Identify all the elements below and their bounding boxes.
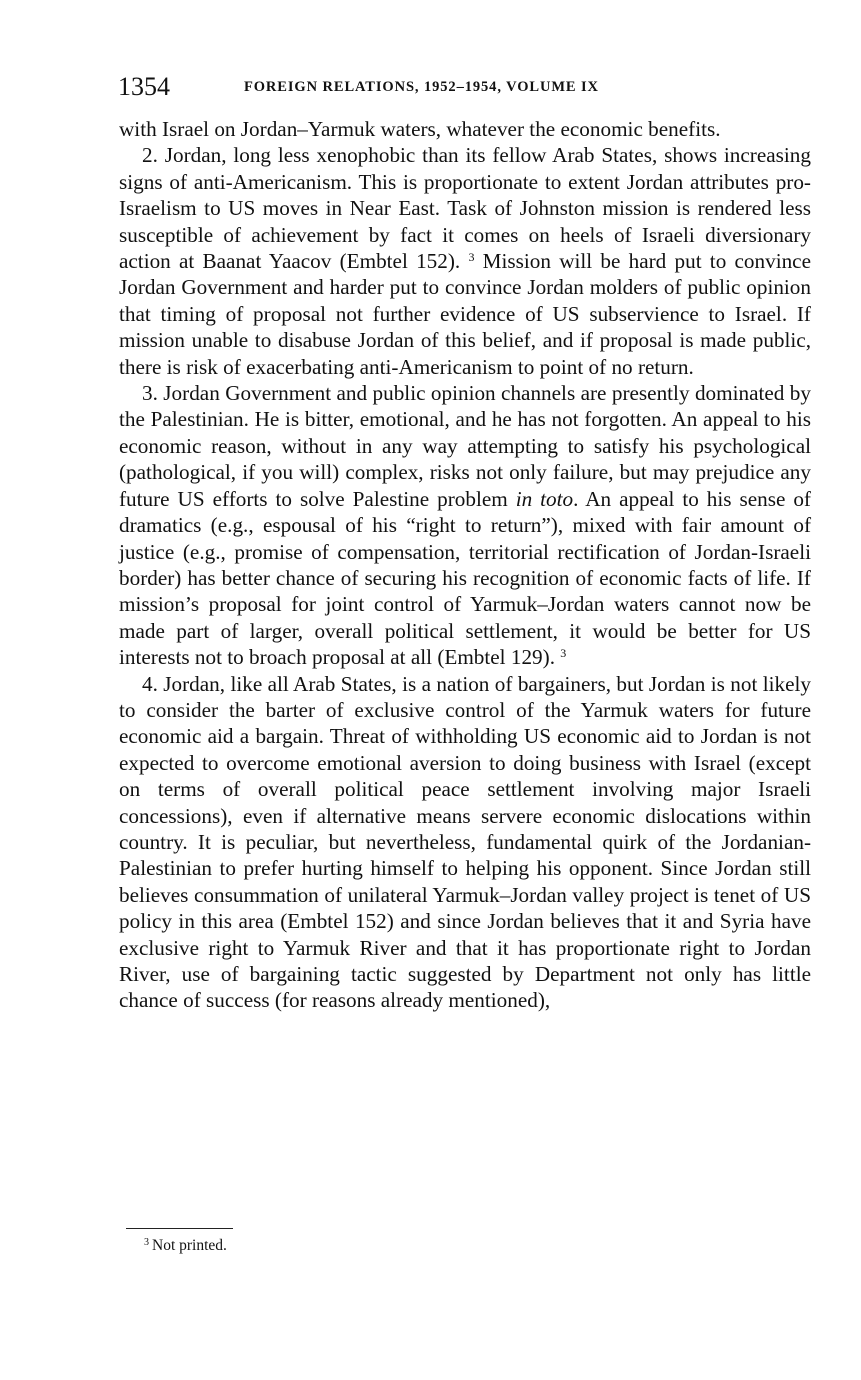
paragraph-3-italic: in toto — [515, 486, 574, 511]
paragraph-3 — [119, 380, 811, 670]
footnote-text: Not printed. — [152, 1237, 227, 1254]
body-text — [119, 116, 811, 1014]
paragraph-3-text-b: . An appeal to his sense of dramatics (e.g., espousal of his “right to return”), mixed with fair amount of justice (e.g., promise of compensation, territorial rectification of Jordan-Israeli border) has better chance of securing his recognition of economic facts of life. If mission’s proposal for joint control of Yarmuk–Jordan waters cannot now be made part of larger, overall political settlement, it would be better for US interests not to broach proposal at all (Embtel 129). — [119, 486, 811, 670]
paragraph-4: 4. Jordan, like all Arab States, is a nation of bargainers, but Jordan is not likely to consider the barter of exclusive control of the Yarmuk waters for future economic aid a bargain. Threat of withholding US economic aid to Jordan is not expected to overcome emotional aversion to doing business with Israel (except on terms of overall political peace settlement involving major Israeli concessions), even if alternative means servere economic dislocations within country. It is peculiar, but nevertheless, fundamental quirk of the Jordanian-Palestinian to prefer hurting himself to helping his opponent. Since Jordan still believes consummation of unilateral Yarmuk–Jordan valley project is tenet of US policy in this area (Embtel 152) and since Jordan believes that it and Syria have exclusive right to Yarmuk River and that it has proportionate right to Jordan River, use of bargaining tactic suggested by Department not only has little chance of success (for reasons already mentioned), — [119, 671, 811, 1013]
paragraph-3-text-a: 3. Jordan Government and public opinion channels are presently dominated by the Palestinian. He is bitter, emotional, and he has not forgotten. An appeal to his economic reason, without in any way attempting to satisfy his psychological (pathological, if you will) complex, risks not only failure, but may prejudice any future US efforts to solve Palestine problem — [119, 381, 811, 511]
running-head: FOREIGN RELATIONS, 1952–1954, VOLUME IX — [244, 79, 599, 95]
footnote-reference: 3 — [560, 646, 567, 661]
footnote-reference: 3 — [468, 250, 475, 265]
page-number: 1354 — [118, 72, 170, 101]
paragraph-2-text-b: Mission will be hard put to convince Jordan Government and harder put to convince Jordan molders of public opinion that timing of proposal not further evidence of US subservience to Israel. If mission unable to disabuse Jordan of this belief, and if proposal is made public, there is risk of exacerbating anti-Americanism to point of no return. — [119, 249, 811, 379]
footnote-number: 3 — [144, 1237, 149, 1248]
continuation-paragraph: with Israel on Jordan–Yarmuk waters, whatever the economic benefits. — [119, 117, 721, 141]
footnote-divider — [126, 1228, 233, 1229]
paragraph-2 — [119, 142, 811, 380]
paragraph-2-text-a: 2. Jordan, long less xenophobic than its fellow Arab States, shows increasing signs of anti-Americanism. This is proportionate to extent Jordan attributes pro-Israelism to US moves in Near East. Task of Johnston mission is rendered less susceptible of achievement by fact it comes on heels of Israeli diversionary action at Baanat Yaacov (Embtel 152). — [119, 143, 811, 274]
footnote — [144, 1236, 227, 1256]
page-header — [118, 72, 808, 106]
